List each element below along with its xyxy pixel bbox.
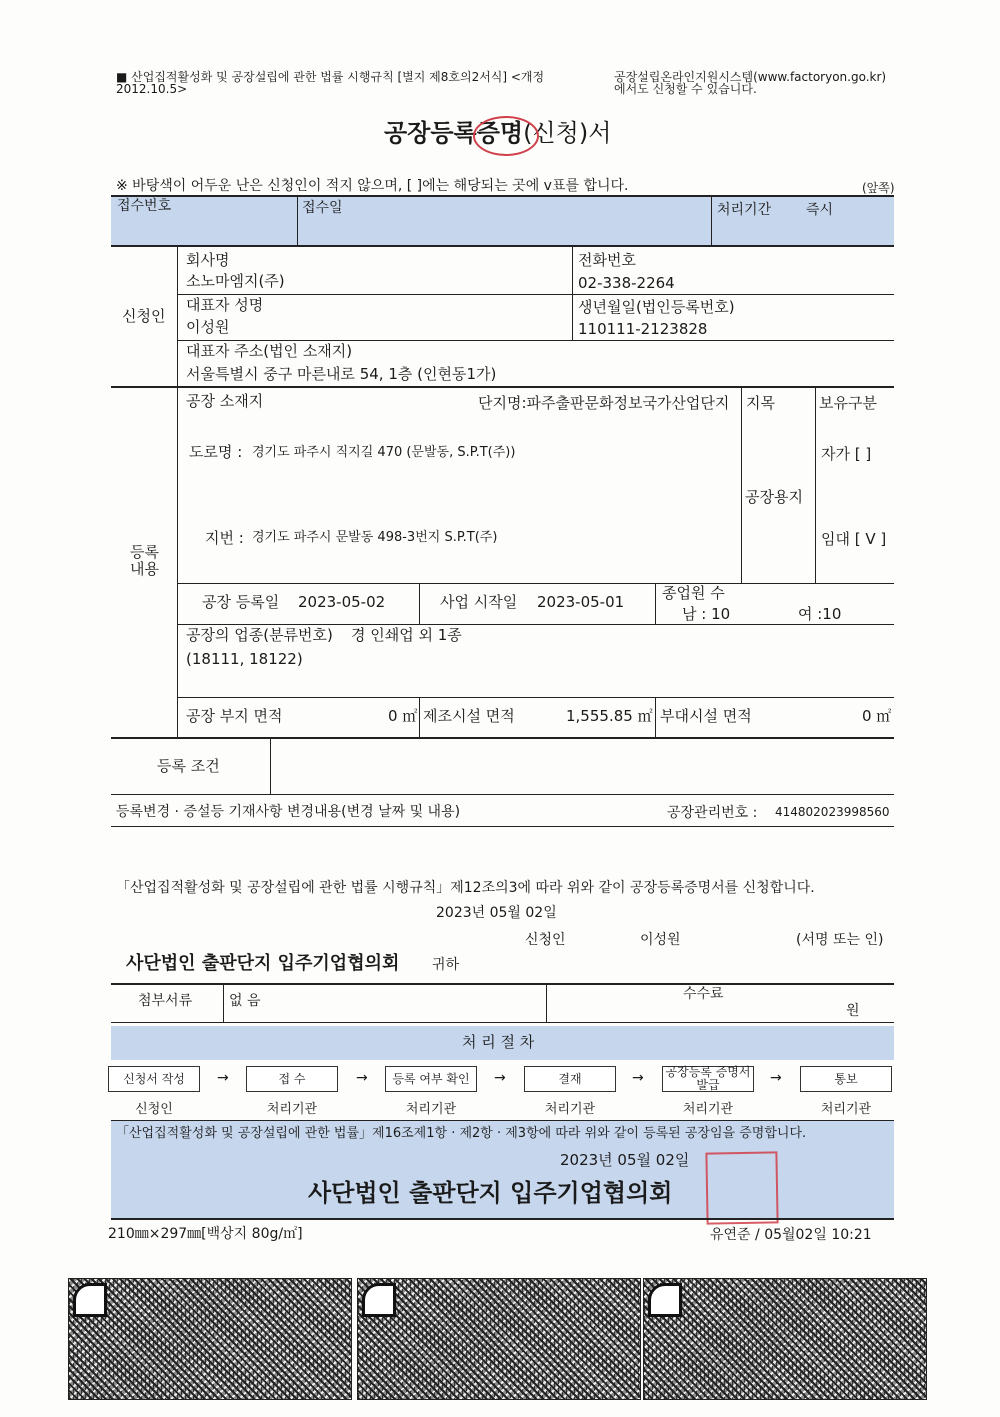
red-circle-mark bbox=[473, 116, 539, 156]
factory-location-label: 공장 소재지 bbox=[186, 392, 264, 410]
aux-area-value: 0 ㎡ bbox=[862, 707, 892, 725]
step-actor: 처리기관 bbox=[544, 1102, 596, 1117]
road-address-value: 경기도 파주시 직지길 470 (문발동, S.P.T(주)) bbox=[252, 445, 516, 460]
form-reference-date: 2012.10.5> bbox=[116, 82, 188, 96]
applicant-sign-label: 신청인 bbox=[525, 932, 566, 948]
registration-section-label-2: 내용 bbox=[130, 560, 159, 578]
step-actor: 처리기관 bbox=[820, 1102, 872, 1117]
employees-female: 여 :10 bbox=[798, 605, 842, 623]
fee-unit: 원 bbox=[846, 1003, 860, 1019]
attachments-label: 첨부서류 bbox=[138, 993, 193, 1009]
recipient-name: 사단법인 출판단지 입주기업협의회 bbox=[126, 953, 400, 974]
address-value: 서울특별시 중구 마른내로 54, 1층 (인현동1가) bbox=[186, 365, 497, 383]
applicant-section-label: 신청인 bbox=[122, 307, 166, 325]
mfg-area-label: 제조시설 면적 bbox=[423, 707, 515, 725]
arrow-icon: → bbox=[356, 1070, 368, 1086]
ownership-lease: 임대 [ V ] bbox=[821, 530, 887, 548]
certification-statement: 「산업집적활성화 및 공장설립에 관한 법률」제16조제1항 · 제2항 · 제3항에 따라 위와 같이 등록된 공장임을 증명합니다. bbox=[116, 1126, 807, 1141]
registration-section-label-1: 등록 bbox=[130, 543, 159, 561]
step-actor: 처리기관 bbox=[405, 1102, 457, 1117]
start-date-label: 사업 시작일 bbox=[440, 593, 518, 611]
address-label: 대표자 주소(법인 소재지) bbox=[186, 342, 353, 360]
land-category-value: 공장용지 bbox=[745, 488, 803, 506]
step-actor: 신청인 bbox=[135, 1102, 173, 1117]
receipt-number-label: 접수번호 bbox=[117, 198, 172, 214]
barcode-corner-icon bbox=[73, 1283, 107, 1317]
company-name-value: 소노마엠지(주) bbox=[186, 272, 285, 290]
applicant-sign-name: 이성원 bbox=[640, 932, 681, 948]
title-part-1: 공장등록 bbox=[384, 119, 477, 147]
ownership-self: 자가 [ ] bbox=[821, 445, 872, 463]
issuer-name: 사단법인 출판단지 입주기업협의회 bbox=[308, 1179, 673, 1207]
arrow-icon: → bbox=[632, 1070, 644, 1086]
recipient-suffix: 귀하 bbox=[432, 957, 460, 973]
attachments-value: 없 음 bbox=[229, 993, 261, 1009]
management-number-value: 414802023998560 bbox=[775, 805, 890, 819]
step-box-notify: 통보 bbox=[800, 1066, 892, 1092]
road-address-label: 도로명 : bbox=[189, 443, 243, 461]
industry-codes: (18111, 18122) bbox=[186, 650, 303, 668]
request-date: 2023년 05월 02일 bbox=[436, 905, 557, 921]
step-actor: 처리기관 bbox=[682, 1102, 734, 1117]
2d-barcode bbox=[357, 1278, 641, 1400]
certification-date: 2023년 05월 02일 bbox=[560, 1151, 690, 1169]
processing-period-label: 처리기간 bbox=[717, 202, 772, 218]
title-part-2: 증명 bbox=[476, 119, 524, 147]
official-seal bbox=[705, 1151, 778, 1224]
birth-value: 110111-2123828 bbox=[578, 320, 708, 338]
site-area-label: 공장 부지 면적 bbox=[186, 707, 283, 725]
step-box-receive: 접 수 bbox=[246, 1066, 338, 1092]
employees-male: 남 : 10 bbox=[682, 605, 731, 623]
management-number-label: 공장관리번호 : bbox=[667, 805, 758, 821]
start-date-value: 2023-05-01 bbox=[537, 593, 625, 611]
2d-barcode bbox=[68, 1278, 352, 1400]
registration-date-label: 공장 등록일 bbox=[202, 593, 280, 611]
condition-label: 등록 조건 bbox=[157, 757, 220, 775]
fee-label: 수수료 bbox=[683, 986, 724, 1002]
step-box-approve: 결재 bbox=[524, 1066, 616, 1092]
land-category-label: 지목 bbox=[746, 394, 775, 412]
step-box-issue: 공장등록 증명서발급 bbox=[662, 1066, 754, 1092]
arrow-icon: → bbox=[217, 1070, 229, 1086]
change-history-label: 등록변경 · 증설등 기재사항 변경내용(변경 날짜 및 내용) bbox=[116, 804, 461, 820]
mfg-area-value: 1,555.85 ㎡ bbox=[566, 707, 653, 725]
sign-hint: (서명 또는 인) bbox=[796, 932, 884, 948]
representative-label: 대표자 성명 bbox=[186, 296, 264, 314]
arrow-icon: → bbox=[494, 1070, 506, 1086]
barcode-corner-icon bbox=[362, 1283, 396, 1317]
lot-address-value: 경기도 파주시 문발동 498-3번지 S.P.T(주) bbox=[252, 530, 498, 545]
arrow-icon: → bbox=[770, 1070, 782, 1086]
procedure-title: 처 리 절 차 bbox=[462, 1033, 535, 1051]
step-box-verify: 등록 여부 확인 bbox=[385, 1066, 477, 1092]
employees-label: 종업원 수 bbox=[662, 584, 725, 602]
phone-label: 전화번호 bbox=[578, 251, 636, 269]
online-system-text-2: 에서도 신청할 수 있습니다. bbox=[614, 82, 757, 96]
lot-address-label: 지번 : bbox=[205, 529, 244, 547]
processing-period-value: 즉시 bbox=[806, 202, 834, 218]
ownership-label: 보유구분 bbox=[819, 394, 877, 412]
birth-label: 생년월일(법인등록번호) bbox=[578, 298, 735, 316]
front-side-label: (앞쪽) bbox=[862, 181, 895, 195]
representative-value: 이성원 bbox=[186, 318, 230, 336]
aux-area-label: 부대시설 면적 bbox=[660, 707, 752, 725]
title-part-3: (신청)서 bbox=[523, 119, 612, 147]
receipt-date-label: 접수일 bbox=[302, 200, 343, 216]
industry-label: 공장의 업종(분류번호) bbox=[186, 626, 333, 644]
site-area-value: 0 ㎡ bbox=[388, 707, 418, 725]
paper-size: 210㎜×297㎜[백상지 80g/㎡] bbox=[108, 1226, 303, 1242]
issued-by: 유연준 / 05월02일 10:21 bbox=[710, 1227, 872, 1243]
company-name-label: 회사명 bbox=[186, 251, 230, 269]
2d-barcode bbox=[643, 1278, 927, 1400]
industry-value: 경 인쇄업 외 1종 bbox=[351, 626, 462, 644]
receipt-row bbox=[111, 196, 894, 245]
step-box-apply: 신청서 작성 bbox=[108, 1066, 200, 1092]
form-reference: ■ 산업집적활성화 및 공장설립에 관한 법률 시행규칙 [별지 제8호의2서식] <개정 bbox=[116, 70, 545, 84]
online-system-text: 공장설립온라인지원시스템(www.factoryon.go.kr) bbox=[614, 70, 887, 84]
request-statement: 「산업집적활성화 및 공장설립에 관한 법률 시행규칙」제12조의3에 따라 위와 같이 공장등록증명서를 신청합니다. bbox=[116, 880, 815, 896]
barcode-corner-icon bbox=[648, 1283, 682, 1317]
step-actor: 처리기관 bbox=[266, 1102, 318, 1117]
notice-text: ※ 바탕색이 어두운 난은 신청인이 적지 않으며, [ ]에는 해당되는 곳에 v표를 합니다. bbox=[116, 178, 629, 194]
phone-value: 02-338-2264 bbox=[578, 274, 675, 292]
complex-name: 단지명:파주출판문화정보국가산업단지 bbox=[478, 394, 730, 412]
registration-date-value: 2023-05-02 bbox=[298, 593, 386, 611]
